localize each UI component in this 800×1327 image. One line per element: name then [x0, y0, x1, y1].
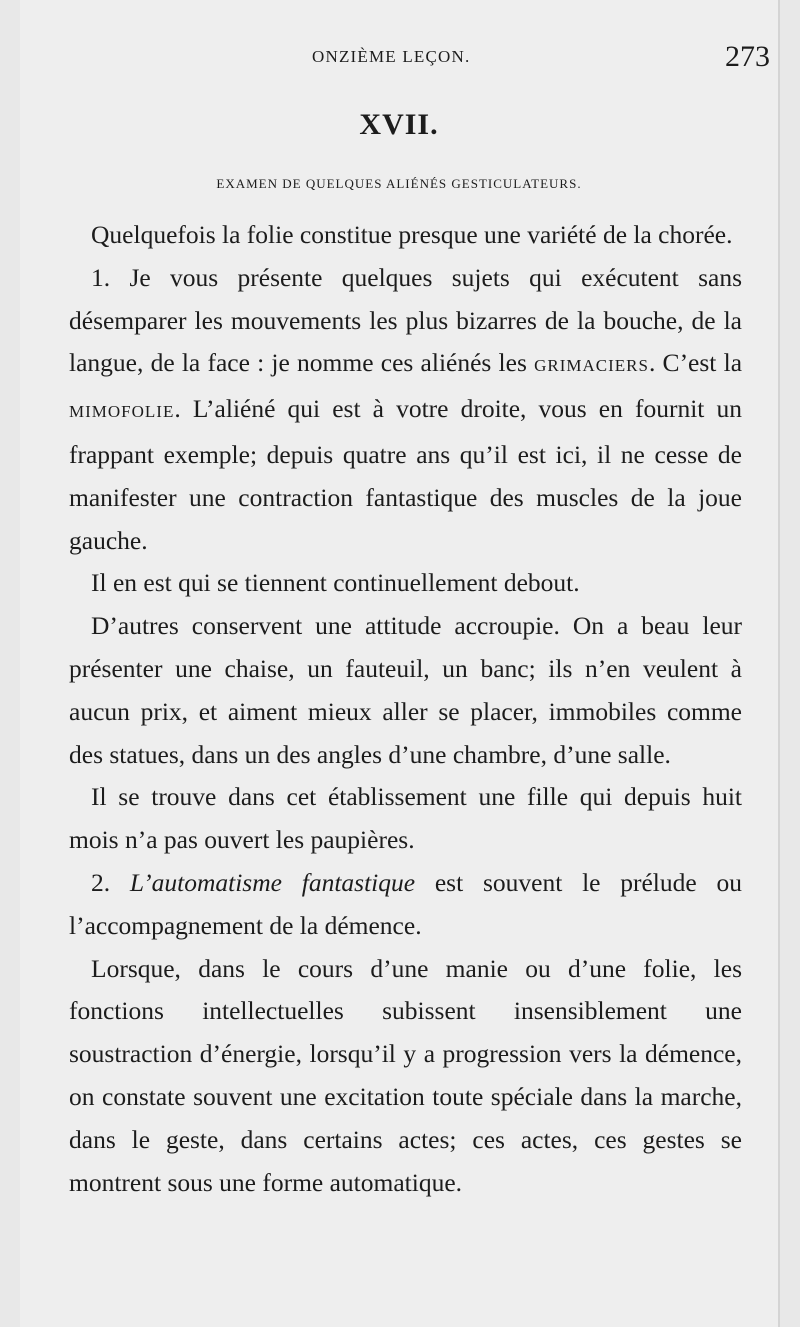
- paragraph-2: [69, 257, 742, 563]
- body-text: [69, 214, 742, 1204]
- paragraph-6: [69, 862, 742, 948]
- paragraph-1: Quelquefois la folie constitue presque une variété de la chorée.: [91, 220, 733, 249]
- paragraph-2-text-2: . C’est la: [648, 348, 743, 378]
- paragraph-2-text-1: 1. Je vous présente quelques sujets qui exécutent sans désemparer les mouvements les plus bizarres de la bouche, de la langue, de la face : je nomme ces aliénés les: [69, 262, 742, 378]
- paragraph-6-italic-term: L’automatisme fantastique: [129, 867, 416, 897]
- paragraph-5: Il se trouve dans cet établissement une fille qui depuis huit mois n’a pas ouvert les paupières.: [69, 782, 742, 855]
- paragraph-3: Il en est qui se tiennent continuellement debout.: [91, 568, 580, 598]
- section-heading: EXAMEN DE QUELQUES ALIÉNÉS GESTICULATEURS.: [216, 176, 582, 191]
- paragraph-4: D’autres conservent une attitude accroupie. On a beau leur présenter une chaise, un fauteuil, un banc; ils n’en veulent à aucun prix, et aiment mieux aller se placer, immobiles comme des statues, dans un des angles d’une chambre, d’une salle.: [69, 611, 742, 769]
- term-mimofolie: MIMOFOLIE: [69, 402, 175, 422]
- term-grimaciers: GRIMACIERS: [534, 356, 649, 376]
- paragraph-7: Lorsque, dans le cours d’une manie ou d’une folie, les fonctions intellectuelles subissent insensiblement une soustraction d’énergie, lorsqu’il y a progression vers la démence, on constate souvent une excitation toute spéciale dans la marche, dans le geste, dans certains actes; ces actes, ces gestes se montrent sous une forme automatique.: [69, 953, 742, 1197]
- paragraph-6-rest: est souvent le prélude ou l’accompagnement de la démence.: [69, 867, 742, 940]
- book-page: [20, 0, 780, 1327]
- paragraph-2-text-3: . L’aliéné qui est à votre droite, vous en fournit un frappant exemple; depuis quatre ans qu’il est ici, il ne cesse de manifester une contraction fantastique des muscles de la joue gauche.: [69, 394, 742, 555]
- paragraph-6-prefix: 2.: [91, 867, 130, 897]
- running-head: [20, 40, 778, 80]
- section-number: XVII.: [359, 108, 439, 141]
- page-number: 273: [725, 40, 770, 73]
- running-title: ONZIÈME LEÇON.: [312, 47, 471, 66]
